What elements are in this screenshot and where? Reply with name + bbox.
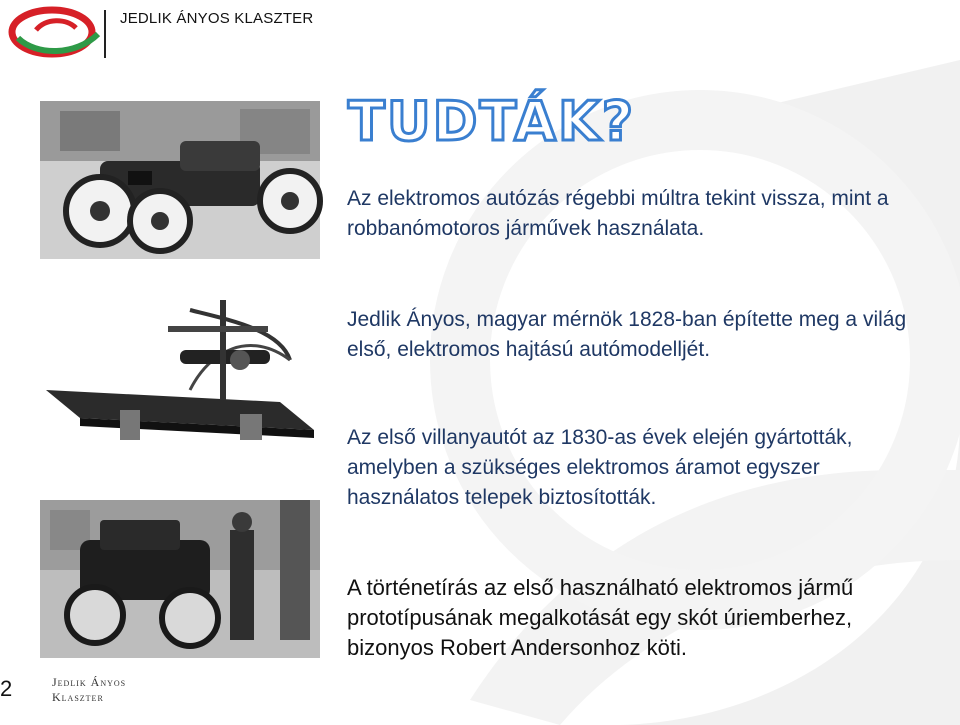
paragraph-first-car: Az első villanyautót az 1830-as évek elején gyártották, amelyben a szükséges elektromos áramot egyszer használatos telepek biztosították. [347,426,853,509]
cluster-logo [6,4,102,62]
slide-title [344,82,636,154]
page-number: 2 [0,676,13,701]
header-title: JEDLIK ÁNYOS KLASZTER [120,10,314,27]
paragraph-jedlik: Jedlik Ányos, magyar mérnök 1828-ban építette meg a világ első, elektromos hajtású autómodelljét. [347,308,907,361]
footer-logo-line1: Jedlik Ányos [52,675,127,689]
slide-title-text: TUDTÁK? [348,90,636,153]
paragraph-history: Az elektromos autózás régebbi múltra tekint vissza, mint a robbanómotoros járművek használata. [347,187,889,240]
footer-logo-line2: Klaszter [52,690,104,704]
jedlik-motor-model [40,290,320,450]
paragraph-anderson: A történetírás az első használható elektromos jármű prototípusának megalkotását egy skót úriemberhez, bizonyos Robert Andersonhoz köti. [347,575,854,660]
header-divider [104,10,106,58]
early-electric-car-photo [40,500,320,658]
vintage-car-photo [40,101,320,259]
